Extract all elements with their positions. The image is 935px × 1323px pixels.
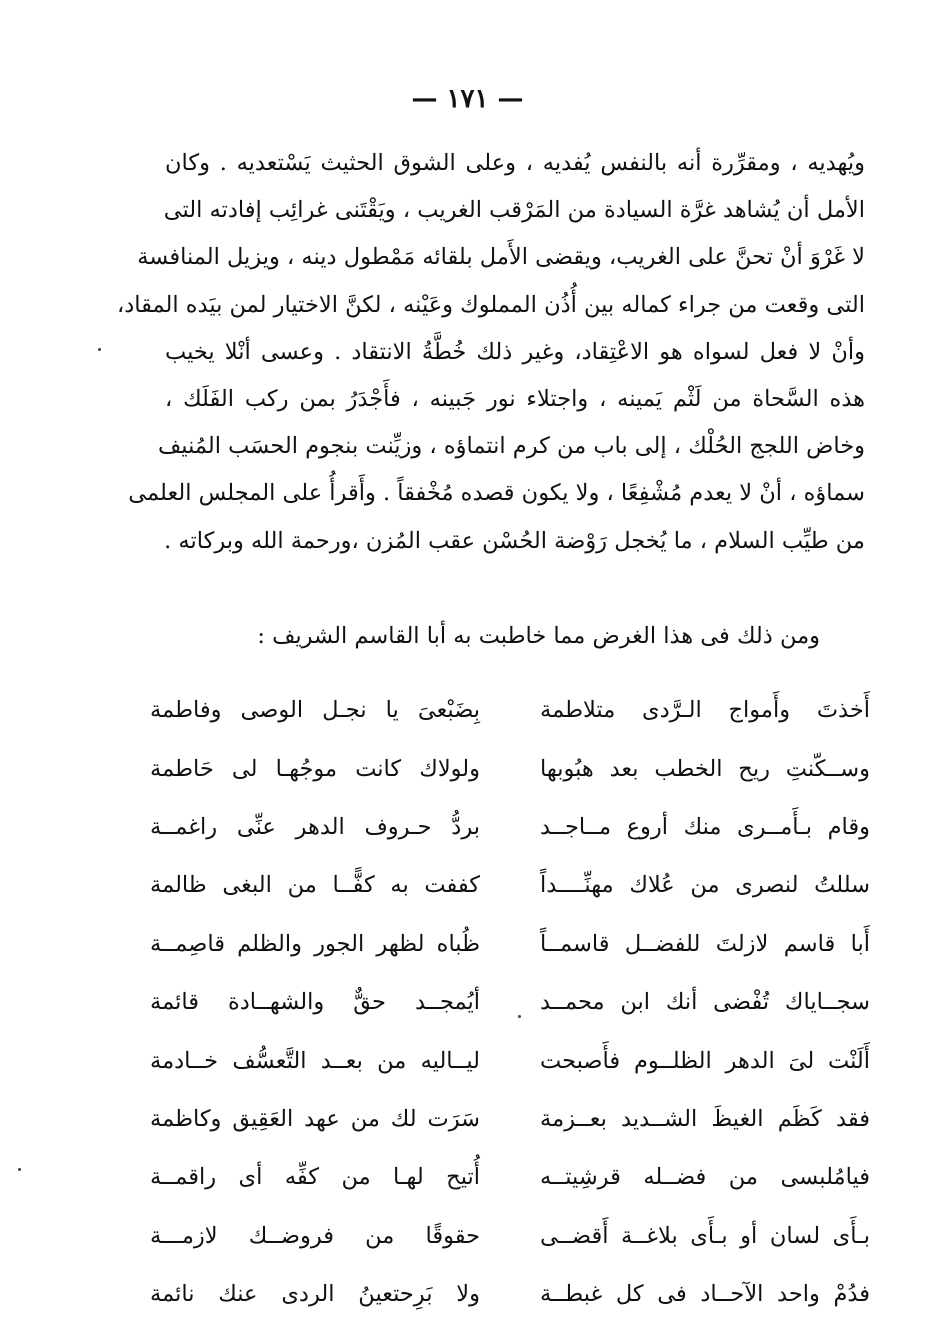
second-hemistich: أيُمجــد حقٌّ والشهــادة قائمة: [150, 989, 480, 1016]
scan-speck: [518, 1015, 521, 1018]
second-hemistich: أُتيح لهـا من كفِّه أى راقمــة: [150, 1164, 480, 1191]
verse: [150, 1090, 870, 1148]
first-hemistich: بـأَى لسان أو بـأَى بلاغــة أَقضــى: [540, 1222, 870, 1249]
second-hemistich: بردُّ حـروف الدهر عنِّى راغمــة: [150, 813, 480, 840]
prose-line: وأنْ لا فعل لسواه هو الاعْتِقاد، وغير ذلك خُطَّةُ الانتقاد . وعسى أنْلا يخيب: [165, 338, 865, 365]
prose-line: التى وقعت من جراء كماله بين أُذُن المملوك وعَيْنه ، لكنَّ الاختيار لمن بيَده المقاد،: [116, 291, 865, 318]
second-hemistich: ظُباه لظهر الجور والظلم قاصِمــة: [150, 930, 480, 957]
first-hemistich: فقد كَظَم الغيظَ الشــديد بعــزمة: [540, 1105, 870, 1132]
first-hemistich: أَلَنْت لىَ الدهر الظلــوم فأَصبحت: [540, 1047, 870, 1074]
second-hemistich: ولا بَرِحتعينُ الردى عنك نائمة: [150, 1281, 480, 1308]
prose-line: الأمل أن يُشاهد غرَّة السيادة من المَرْقب الغريب ، ويَقْتَنى غرائِب إفادته التى: [163, 197, 865, 224]
second-hemistich: ولولاك كانت موجُهـا لى حَاطمة: [150, 755, 480, 782]
prose-line: من طيِّب السلام ، ما يُخجل رَوْضة الحُسْن عقب المُزن ،ورحمة الله وبركاته .: [164, 527, 865, 554]
prose-line: هذه السَّحاة من لَثْم يَمينه ، واجتلاء نور جَبينه ، فأَجْدَرُ بمن ركب الفَلَك ،: [165, 386, 865, 413]
first-hemistich: وقام بـأَمــرى منك أروع مــاجــد: [540, 813, 870, 840]
prose-line: ويُهديه ، ومقرِّرة أنه بالنفس يُفديه ، وعلى الشوق الحثيث يَسْتعديه . وكان: [165, 150, 865, 176]
first-hemistich: فيامُلبسى من فضــله قرشِيتــه: [540, 1164, 870, 1191]
prose-line: وخاض اللجج الحُلْك ، إلى باب من كرم انتماؤه ، وزيِّنت بنجوم الحسَب المُنيف: [158, 433, 865, 460]
poem-introduction: ومن ذلك فى هذا الغرض مما خاطبت به أبا القاسم الشريف :: [257, 623, 820, 649]
scan-speck: [98, 348, 101, 351]
verse: [150, 1265, 870, 1323]
verse: [150, 915, 870, 973]
prose-paragraph: [116, 140, 865, 565]
second-hemistich: كففت به كفًّــا من البغى ظالمة: [150, 872, 480, 899]
verse: [150, 681, 870, 739]
verse: [150, 1148, 870, 1206]
verse: [150, 1207, 870, 1265]
first-hemistich: فدُمْ واحد الآحــاد فى كل غبطــة: [540, 1281, 870, 1308]
poem: [150, 681, 870, 1323]
verse: [150, 973, 870, 1031]
first-hemistich: أَخذتَ وأَمواج الـرَّدى متلاطمة: [540, 697, 870, 724]
second-hemistich: سَرَت لك من عهد العَقِيق وكاظمة: [150, 1105, 480, 1132]
verse: [150, 856, 870, 914]
prose-line: سماؤه ، أنْ لا يعدم مُشْفِعًا ، ولا يكون قصده مُخْفقاً . وأَقرأُ على المجلس العلمى: [128, 480, 865, 507]
prose-line: لا غَرْوَ أنْ تحنَّ على الغريب، ويقضى الأَمل بلقائه مَمْطول دينه ، ويزيل المنافسة: [137, 244, 865, 271]
second-hemistich: بِضَبْعىَ يا نجـل الوصى وفاطمة: [150, 697, 480, 724]
second-hemistich: ليــاليه من بعــد التَّعسُّف خــادمة: [150, 1047, 480, 1074]
verse: [150, 1031, 870, 1089]
page-number: — ١٧١ —: [411, 84, 524, 114]
verse: [150, 739, 870, 797]
second-hemistich: حقوقًا من فروضــك لازمـــة: [150, 1222, 480, 1249]
first-hemistich: وســكّنتِ ريح الخطب بعد هبُوبها: [540, 755, 870, 782]
first-hemistich: سجــاياك تُفْضى أنك ابن محمــد: [540, 989, 870, 1016]
first-hemistich: أَبا قاسم لازلتَ للفضــل قاسمــاً: [540, 930, 870, 957]
first-hemistich: سللتُ لنصرى من عُلاك مهنِّــــداً: [540, 872, 870, 899]
scan-speck: [18, 1168, 21, 1171]
verse: [150, 798, 870, 856]
